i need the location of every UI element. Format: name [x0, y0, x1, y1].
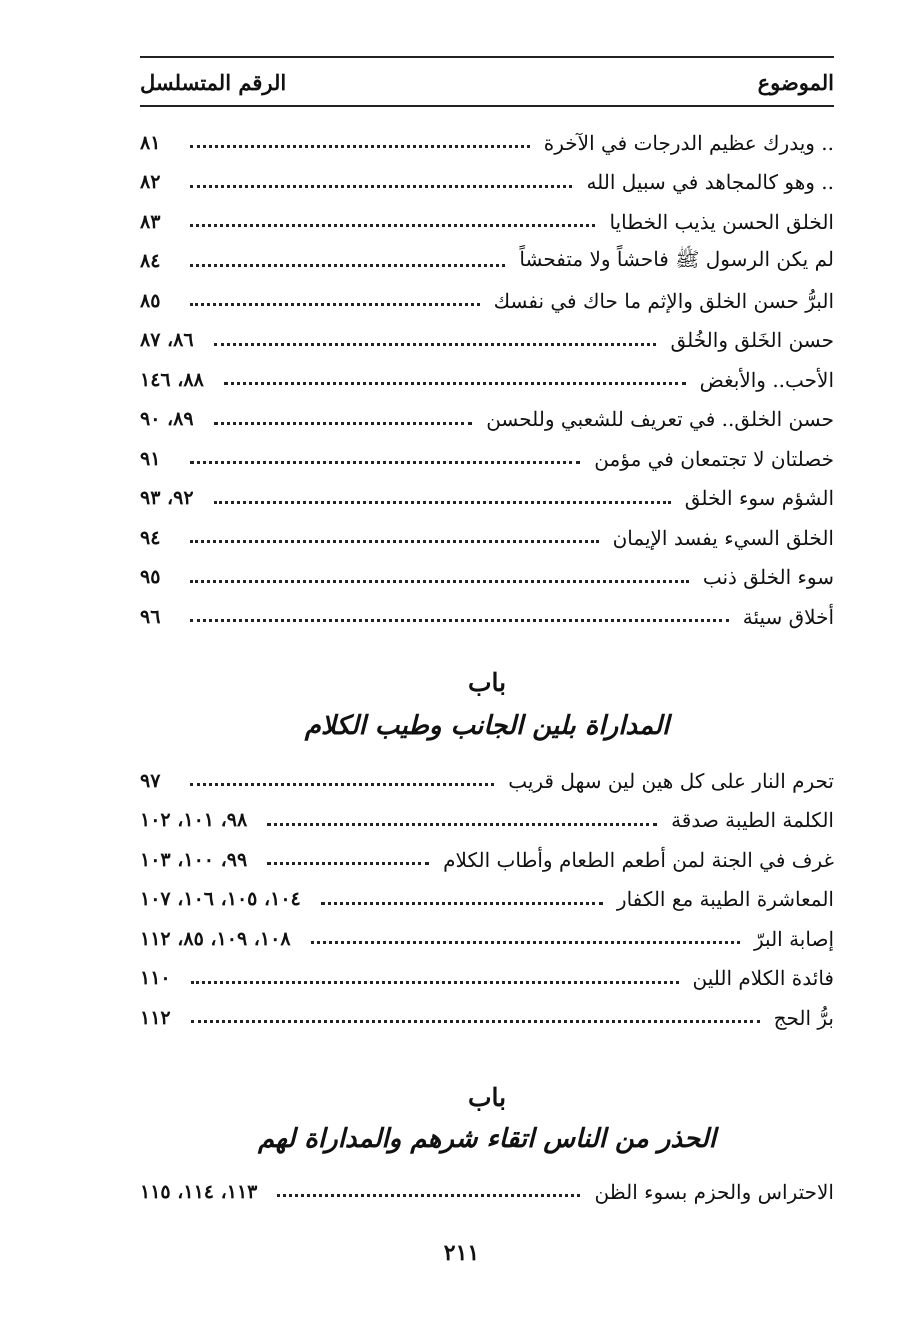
toc-section-2 [140, 761, 834, 1038]
dot-leader [190, 540, 599, 543]
toc-entry [140, 281, 834, 321]
dot-leader [214, 422, 473, 425]
toc-entry [140, 479, 834, 519]
toc-entry-numbers: ٩٤ [140, 526, 161, 549]
toc-entry-title: الشؤم سوء الخلق [684, 486, 834, 511]
toc-section-1 [140, 123, 834, 637]
toc-entry [140, 761, 834, 801]
dot-leader [214, 501, 671, 504]
section-3-chapter-title: الحذر من الناس اتقاء شرهم والمداراة لهم [258, 1124, 716, 1154]
toc-entry-numbers: ٨٩، ٩٠ [140, 408, 194, 431]
toc-entry-title: الخلق الحسن يذيب الخطايا [609, 209, 834, 234]
toc-entry [140, 202, 834, 242]
toc-entry-numbers: ٨١ [140, 131, 161, 154]
toc-entry-numbers: ٩٧ [140, 769, 161, 792]
toc-entry [140, 558, 834, 598]
dot-leader [267, 862, 429, 865]
dot-leader [190, 783, 494, 786]
dot-leader [277, 1194, 580, 1197]
header-topic: الموضوع [757, 70, 834, 95]
dot-leader [267, 823, 657, 826]
toc-entry-title: .. وهو كالمجاهد في سبيل الله [586, 170, 834, 195]
dot-leader [214, 343, 657, 346]
dot-leader [224, 382, 686, 385]
toc-entry [140, 919, 834, 959]
toc-entry-numbers: ١٠٤، ١٠٥، ١٠٦، ١٠٧ [140, 888, 301, 911]
toc-entry-numbers: ٨٢ [140, 171, 161, 194]
toc-entry-title: خصلتان لا تجتمعان في مؤمن [594, 446, 834, 471]
toc-entry-title: أخلاق سيئة [742, 604, 834, 629]
dot-leader [190, 619, 729, 622]
dot-leader [191, 1020, 760, 1023]
toc-entry-numbers: ٨٥ [140, 289, 161, 312]
toc-entry [140, 597, 834, 637]
toc-entry-title: إصابة البرّ [754, 926, 834, 951]
section-2-chapter-title: المداراة بلين الجانب وطيب الكلام [304, 711, 670, 741]
toc-entry [140, 360, 834, 400]
toc-entry [140, 998, 834, 1038]
toc-entry-numbers: ٨٦، ٨٧ [140, 329, 194, 352]
section-2-bab-label: باب [467, 668, 507, 697]
toc-entry [140, 400, 834, 440]
toc-entry-numbers: ٨٣ [140, 210, 161, 233]
toc-entry [140, 518, 834, 558]
toc-entry-numbers: ١١٠ [140, 967, 171, 990]
dot-leader [191, 981, 679, 984]
dot-leader [190, 145, 530, 148]
toc-entry [140, 242, 834, 282]
dot-leader [190, 580, 689, 583]
toc-entry-numbers: ٩٢، ٩٣ [140, 487, 194, 510]
toc-entry-numbers: ١٠٨، ١٠٩، ٨٥، ١١٢ [140, 927, 291, 950]
toc-entry-title: برُّ الحج [773, 1005, 834, 1030]
header-rule [140, 105, 834, 107]
toc-entry-numbers: ٩٩، ١٠٠، ١٠٣ [140, 848, 248, 871]
toc-entry-title: فائدة الكلام اللين [692, 966, 834, 991]
dot-leader [190, 303, 480, 306]
toc-entry-title: غرف في الجنة لمن أطعم الطعام وأطاب الكلام [443, 847, 834, 872]
top-rule [140, 56, 834, 58]
toc-entry [140, 840, 834, 880]
toc-entry [140, 439, 834, 479]
toc-entry-title: لم يكن الرسول ﷺ فاحشاً ولا متفحشاً [519, 246, 834, 271]
toc-entry [140, 321, 834, 361]
toc-entry-numbers: ٩٦ [140, 605, 161, 628]
toc-entry [140, 880, 834, 920]
toc-entry-numbers: ٩٥ [140, 566, 161, 589]
toc-entry-title: البرُّ حسن الخلق والإثم ما حاك في نفسك [493, 288, 834, 313]
page-number: ٢١١ [443, 1240, 480, 1266]
section-3-bab-label: باب [467, 1083, 507, 1112]
toc-section-3 [140, 1172, 834, 1212]
dot-leader [190, 461, 580, 464]
toc-entry-numbers: ٩١ [140, 447, 161, 470]
dot-leader [311, 941, 740, 944]
toc-entry [140, 123, 834, 163]
header-serial-number: الرقم المتسلسل [140, 70, 287, 95]
toc-entry-title: .. ويدرك عظيم الدرجات في الآخرة [543, 130, 834, 155]
toc-entry-title: المعاشرة الطيبة مع الكفار [616, 887, 834, 912]
toc-entry-title: الأحب.. والأبغض [699, 367, 834, 392]
toc-entry-title: الخلق السيء يفسد الإيمان [612, 525, 834, 550]
dot-leader [190, 224, 595, 227]
toc-entry-title: حسن الخلق.. في تعريف للشعبي وللحسن [486, 407, 834, 432]
toc-entry-numbers: ٨٤ [140, 250, 161, 273]
dot-leader [190, 185, 572, 188]
toc-entry-numbers: ١١٢ [140, 1006, 171, 1029]
toc-entry-title: الكلمة الطيبة صدقة [671, 808, 834, 833]
toc-entry [140, 801, 834, 841]
toc-entry [140, 1172, 834, 1212]
toc-entry-numbers: ٩٨، ١٠١، ١٠٢ [140, 809, 248, 832]
toc-entry-title: حسن الخَلق والخُلق [670, 328, 834, 353]
toc-entry-title: سوء الخلق ذنب [702, 565, 834, 590]
toc-entry-title: الاحتراس والحزم بسوء الظن [594, 1179, 834, 1204]
toc-entry [140, 959, 834, 999]
dot-leader [190, 264, 505, 267]
toc-entry-title: تحرم النار على كل هين لين سهل قريب [508, 768, 834, 793]
toc-entry-numbers: ١١٣، ١١٤، ١١٥ [140, 1180, 258, 1203]
dot-leader [321, 902, 603, 905]
toc-entry [140, 163, 834, 203]
toc-entry-numbers: ٨٨، ١٤٦ [140, 368, 204, 391]
